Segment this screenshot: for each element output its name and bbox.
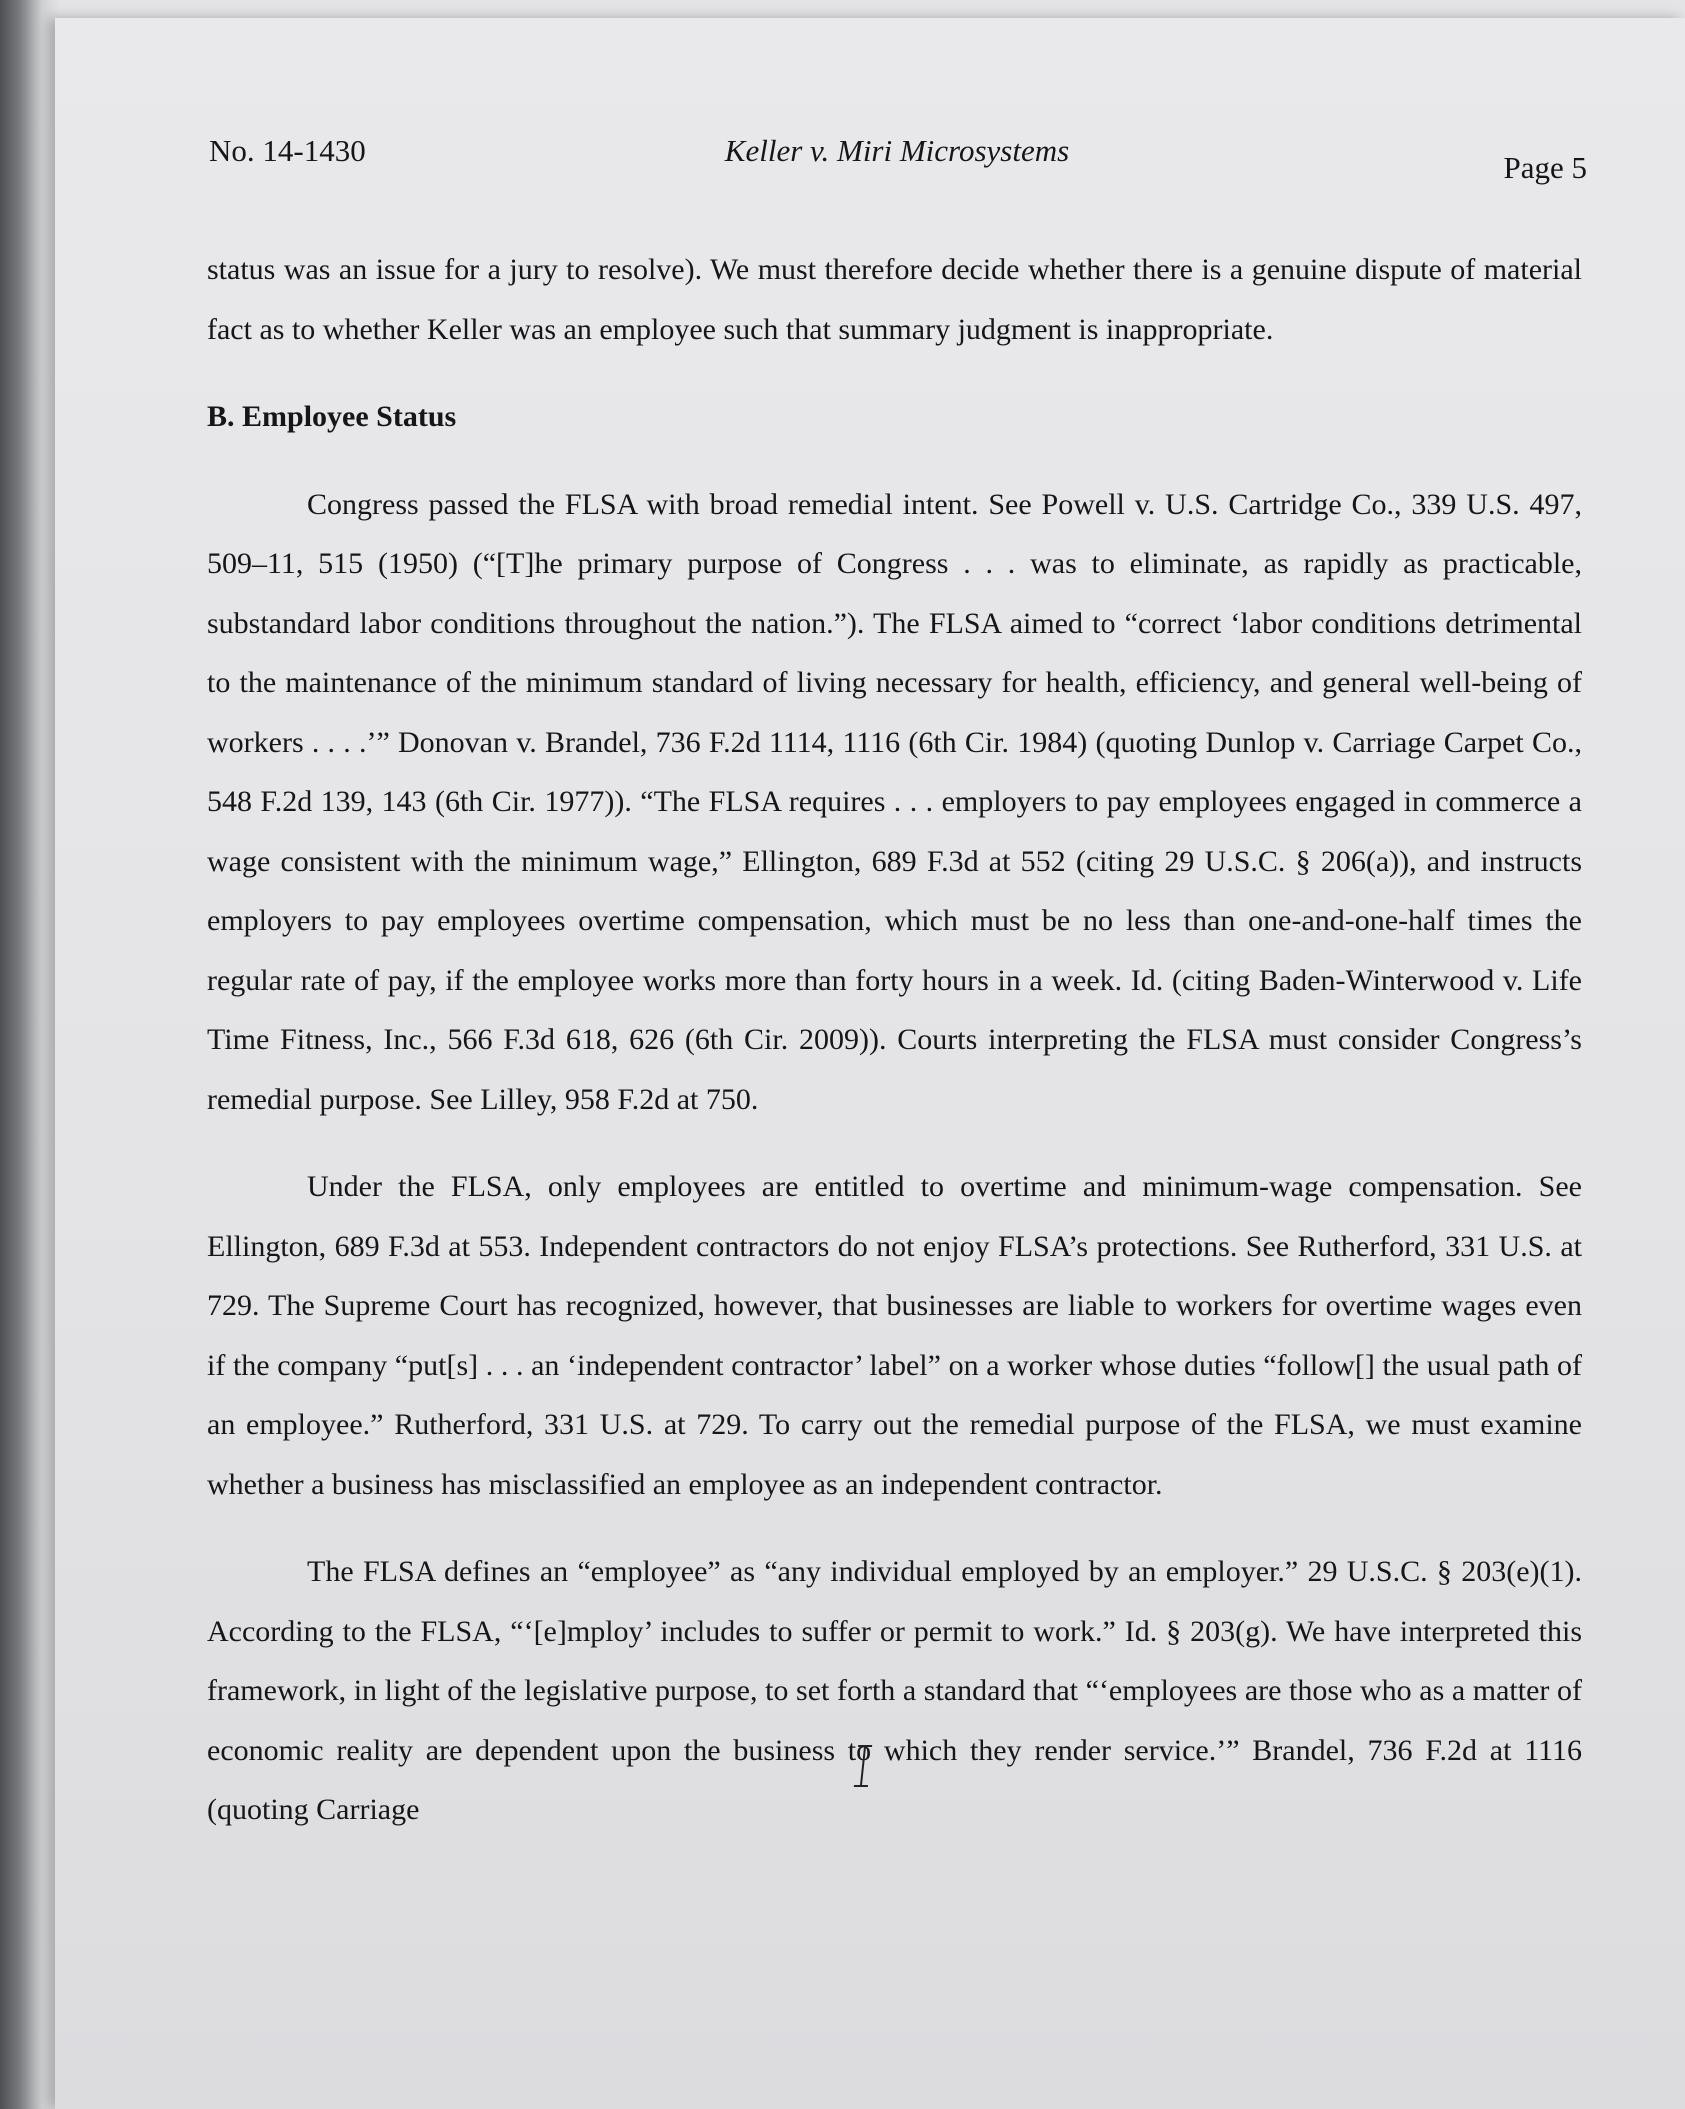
case-number: No. 14-1430 — [209, 133, 366, 168]
paragraph-employee-definition: The FLSA defines an “employee” as “any individual employed by an employer.” 29 U.S.C. § 203(e)(1). According to the FLSA, “‘[e]mploy’ includes to suffer or permit to work.” Id. § 203(g). We have interpreted this framework, in light of the legislative purpose, to set forth a standard that “‘employees are those who as a matter of economic reality are dependent upon the business to which they render service.’” Brandel, 736 F.2d at 1116 (quoting Carriage — [207, 1555, 1582, 1826]
intro-paragraph: status was an issue for a jury to resolve). We must therefore decide whether there is a genuine dispute of material fact as to whether Keller was an employee such that summary judgment is inappropriate. — [207, 253, 1582, 346]
opinion-body — [207, 240, 1582, 1840]
spacer — [207, 447, 1582, 475]
paragraph-independent-contractors: Under the FLSA, only employees are entitled to overtime and minimum-wage compensation. See Ellington, 689 F.3d at 553. Independent contractors do not enjoy FLSA’s protections. See Rutherford, 331 U.S. at 729. The Supreme Court has recognized, however, that businesses are liable to workers for overtime wages even if the company “put[s] . . . an ‘independent contractor’ label” on a worker whose duties “follow[] the usual path of an employee.” Rutherford, 331 U.S. at 729. To carry out the remedial purpose of the FLSA, we must examine whether a business has misclassified an employee as an independent contractor. — [207, 1170, 1582, 1501]
document-page — [55, 18, 1685, 2109]
spacer — [207, 1129, 1582, 1157]
spacer — [207, 1514, 1582, 1542]
case-name: Keller v. Miri Microsystems — [724, 133, 1070, 168]
section-heading: B. Employee Status — [207, 400, 457, 433]
spacer — [207, 359, 1582, 387]
page-number: Page 5 — [1503, 150, 1587, 185]
paragraph-remedial-intent: Congress passed the FLSA with broad remedial intent. See Powell v. U.S. Cartridge Co., 339 U.S. 497, 509–11, 515 (1950) (“[T]he primary purpose of Congress . . . was to eliminate, as rapidly as practicable, substandard labor conditions throughout the nation.”). The FLSA aimed to “correct ‘labor conditions detrimental to the maintenance of the minimum standard of living necessary for health, efficiency, and general well-being of workers . . . .’” Donovan v. Brandel, 736 F.2d 1114, 1116 (6th Cir. 1984) (quoting Dunlop v. Carriage Carpet Co., 548 F.2d 139, 143 (6th Cir. 1977)). “The FLSA requires . . . employers to pay employees engaged in commerce a wage consistent with the minimum wage,” Ellington, 689 F.3d at 552 (citing 29 U.S.C. § 206(a)), and instructs employers to pay employees overtime compensation, which must be no less than one-and-one-half times the regular rate of pay, if the employee works more than forty hours in a week. Id. (citing Baden-Winterwood v. Life Time Fitness, Inc., 566 F.3d 618, 626 (6th Cir. 2009)). Courts interpreting the FLSA must consider Congress’s remedial purpose. See Lilley, 958 F.2d at 750. — [207, 487, 1582, 1116]
